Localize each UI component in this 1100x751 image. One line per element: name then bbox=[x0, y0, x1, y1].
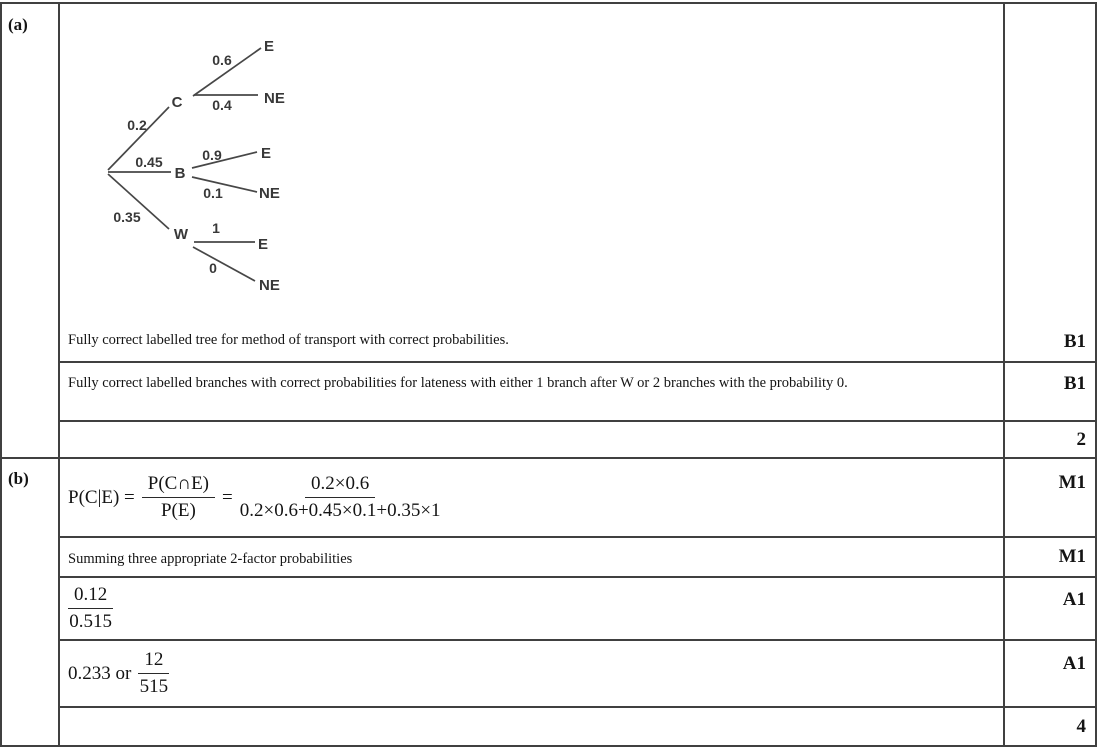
mark-cell-b1-first bbox=[1005, 4, 1095, 363]
prob-root-B: 0.45 bbox=[135, 154, 163, 170]
answer-fraction-numerator: 12 bbox=[138, 649, 169, 674]
prob-root-C: 0.2 bbox=[127, 117, 147, 133]
prob-root-W: 0.35 bbox=[113, 209, 141, 225]
part-a-total: 2 bbox=[1076, 428, 1086, 450]
node-B-E: E bbox=[261, 145, 272, 162]
part-b-empty-cell bbox=[60, 708, 1005, 745]
node-C-NE: NE bbox=[264, 90, 285, 107]
formula-fraction-symbolic bbox=[142, 473, 215, 522]
result-fraction bbox=[60, 578, 1003, 639]
mark-cell-m1-second bbox=[1005, 538, 1095, 578]
part-b-total: 4 bbox=[1076, 715, 1086, 737]
prob-W-E: 1 bbox=[212, 220, 220, 236]
node-B: B bbox=[174, 165, 186, 182]
mark-b1-first: B1 bbox=[1063, 331, 1086, 352]
part-b-answer-cell bbox=[60, 641, 1005, 708]
formula-frac1-denominator: P(E) bbox=[160, 500, 196, 521]
formula-frac1-numerator: P(C∩E) bbox=[142, 473, 215, 498]
node-C-E: E bbox=[264, 38, 275, 55]
mark-a1-second: A1 bbox=[1062, 653, 1086, 674]
part-b-fraction-cell bbox=[60, 578, 1005, 641]
mark-note-summing: Summing three appropriate 2-factor probabilities bbox=[68, 551, 353, 567]
fraction-numerator: 0.12 bbox=[68, 584, 113, 609]
prob-C-NE: 0.4 bbox=[212, 97, 232, 113]
formula-frac2-denominator: 0.2×0.6+0.45×0.1+0.35×1 bbox=[239, 500, 441, 521]
mark-note-branches: Fully correct labelled branches with correct probabilities for lateness with either 1 branch after W or 2 branches with the probability 0. bbox=[68, 375, 848, 391]
mark-a1-first: A1 bbox=[1062, 589, 1086, 610]
node-W: W bbox=[173, 226, 189, 243]
conditional-probability-formula bbox=[60, 459, 1003, 536]
prob-B-E: 0.9 bbox=[202, 147, 222, 163]
prob-C-E: 0.6 bbox=[212, 52, 232, 68]
branch-W-NE bbox=[193, 247, 255, 281]
part-a-label: (a) bbox=[2, 4, 60, 459]
node-W-NE: NE bbox=[259, 277, 280, 294]
part-b-summing-cell bbox=[60, 538, 1005, 578]
formula-frac2-numerator: 0.2×0.6 bbox=[305, 473, 375, 498]
mark-b1-second: B1 bbox=[1063, 373, 1086, 394]
node-C: C bbox=[171, 94, 183, 111]
part-b-formula-cell bbox=[60, 459, 1005, 538]
answer-fraction-denominator: 515 bbox=[139, 676, 169, 697]
answer-prefix: 0.233 or bbox=[68, 662, 132, 684]
part-b-label: (b) bbox=[2, 459, 60, 745]
mark-cell-m1-first bbox=[1005, 459, 1095, 538]
mark-m1-first: M1 bbox=[1058, 472, 1086, 493]
formula-lhs: P(C|E) = bbox=[68, 486, 135, 508]
mark-scheme-table bbox=[0, 2, 1097, 747]
fraction-012-0515 bbox=[68, 584, 113, 633]
prob-W-NE: 0 bbox=[209, 260, 217, 276]
final-answer bbox=[60, 641, 1003, 706]
mark-cell-a1-first bbox=[1005, 578, 1095, 641]
fraction-12-515 bbox=[138, 649, 169, 698]
node-B-NE: NE bbox=[259, 185, 280, 202]
mark-cell-b1-second bbox=[1005, 363, 1095, 422]
mark-note-tree: Fully correct labelled tree for method of transport with correct probabilities. bbox=[68, 332, 509, 349]
part-b-total-cell bbox=[1005, 708, 1095, 745]
part-a-total-cell bbox=[1005, 422, 1095, 459]
branch-B-NE bbox=[192, 177, 257, 192]
part-a-tree-cell bbox=[60, 4, 1005, 363]
fraction-denominator: 0.515 bbox=[69, 611, 112, 632]
formula-equals: = bbox=[222, 486, 233, 508]
probability-tree-diagram bbox=[60, 4, 440, 319]
part-a-row2-cell bbox=[60, 363, 1005, 422]
node-W-E: E bbox=[258, 236, 269, 253]
prob-B-NE: 0.1 bbox=[203, 185, 223, 201]
formula-fraction-numeric bbox=[240, 473, 441, 522]
mark-m1-second: M1 bbox=[1058, 546, 1086, 567]
mark-cell-a1-second bbox=[1005, 641, 1095, 708]
part-a-empty-cell bbox=[60, 422, 1005, 459]
